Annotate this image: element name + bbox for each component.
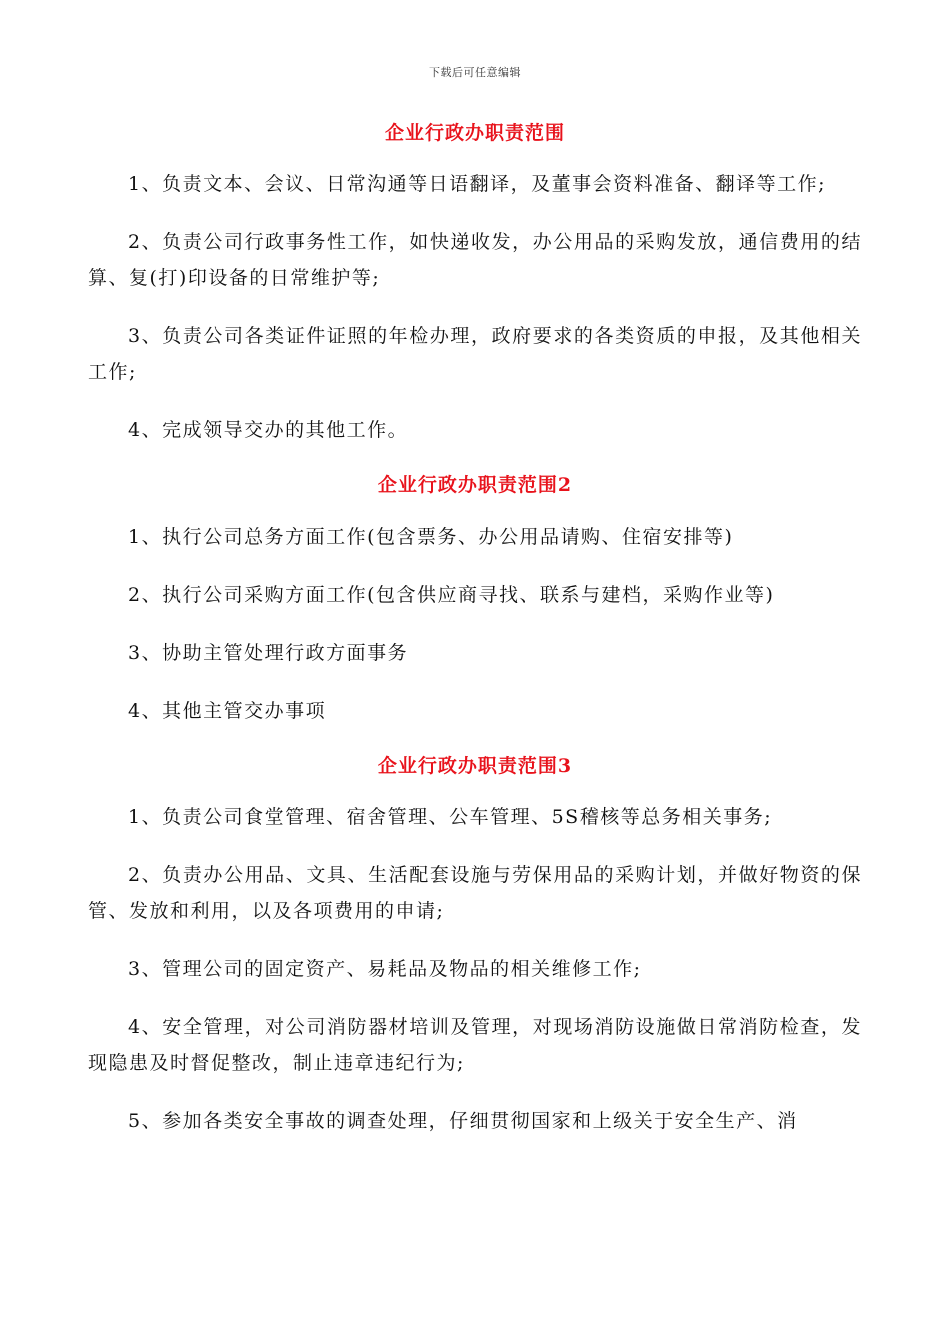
section-3-item-3: 3、管理公司的固定资产、易耗品及物品的相关维修工作; [128,958,642,981]
document-body [88,118,862,1161]
section-title-2: 企业行政办职责范围2 [377,474,573,497]
section-2-item-2: 2、执行公司采购方面工作(包含供应商寻找、联系与建档，采购作业等) [128,583,775,606]
section-2-item-3: 3、协助主管处理行政方面事务 [128,641,409,664]
section-2-item-4: 4、其他主管交办事项 [128,699,327,722]
section-3-item-1: 1、负责公司食堂管理、宿舍管理、公车管理、5S稽核等总务相关事务; [128,806,773,829]
section-3-item-2: 2、负责办公用品、文具、生活配套设施与劳保用品的采购计划，并做好物资的保管、发放和利用，以及各项费用的申请; [88,864,862,923]
section-title-1: 企业行政办职责范围 [384,122,565,144]
section-3-item-4: 4、安全管理，对公司消防器材培训及管理，对现场消防设施做日常消防检查，发现隐患及时督促整改，制止违章违纪行为; [88,1016,862,1075]
section-title-3: 企业行政办职责范围3 [377,754,573,777]
section-3-item-5: 5、参加各类安全事故的调查处理，仔细贯彻国家和上级关于安全生产、消 [128,1110,798,1133]
section-1-item-3: 3、负责公司各类证件证照的年检办理，政府要求的各类资质的申报，及其他相关工作; [88,325,862,384]
section-2-item-1: 1、执行公司总务方面工作(包含票务、办公用品请购、住宿安排等) [128,525,734,548]
section-1-item-1: 1、负责文本、会议、日常沟通等日语翻译，及董事会资料准备、翻译等工作; [128,173,826,196]
section-1-item-4: 4、完成领导交办的其他工作。 [128,419,409,442]
header-note: 下载后可任意编辑 [429,66,521,79]
section-1-item-2: 2、负责公司行政事务性工作，如快递收发，办公用品的采购发放，通信费用的结算、复(打)印设备的日常维护等; [88,231,862,290]
